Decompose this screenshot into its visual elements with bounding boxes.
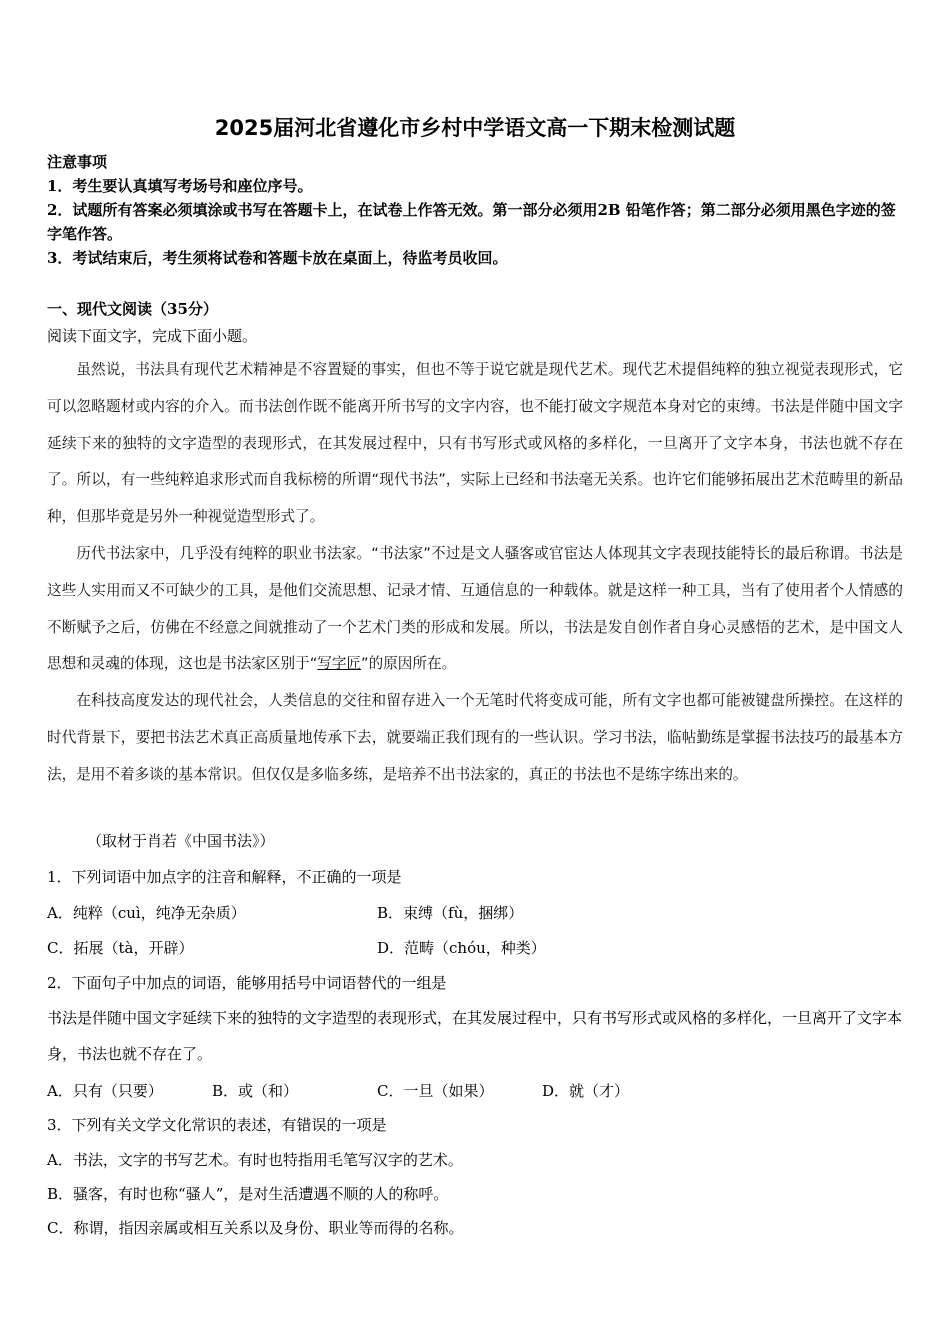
passage-paragraph: 在科技高度发达的现代社会，人类信息的交往和留存进入一个无笔时代将变成可能，所有文字也都可能被键盘所操控。在这样的时代背景下，要把书法艺术真正高质量地传承下去，就要端正我们现有的一些认识。学习书法，临帖勤练是掌握书法技巧的最基本方法，是用不着多谈的基本常识。但仅仅是多临多练，是培养不出书法家的，真正的书法也不是练字练出来的。 xyxy=(47,692,903,783)
question-1-stem: 1．下列词语中加点字的注音和解释，不正确的一项是 xyxy=(47,868,402,886)
page-title: 2025届河北省遵化市乡村中学语文高一下期末检测试题 xyxy=(214,116,736,140)
question-2-option-b: B．或（和） xyxy=(212,1082,299,1100)
passage-text: 历代书法家中，几乎没有纯粹的职业书法家。“书法家”不过是文人骚客或官宦达人体现其文字表现技能特长的最后称谓。书法是这些人实用而又不可缺少的工具，是他们交流思想、记录才情、互通信息的一种载体。就是这样一种工具，当有了使用者个人情感的不断赋予之后，仿佛在不经意之间就推动了一个艺术门类的形成和发展。所以，书法是发自创作者自身心灵感悟的艺术，是中国文人思想和灵魂的体现，这也是书法家区别于“ xyxy=(47,544,903,673)
notice-item: 1．考生要认真填写考场号和座位序号。 xyxy=(47,177,313,195)
question-1-option-d: D．范畴（chóu，种类） xyxy=(377,939,546,957)
question-2-sentence: 书法是伴随中国文字延续下来的独特的文字造型的表现形式，在其发展过程中，只有书写形式或风格的多样化，一旦离开了文字本身，书法也就不存在了。 xyxy=(47,1009,903,1063)
notice-item: 3．考试结束后，考生须将试卷和答题卡放在桌面上，待监考员收回。 xyxy=(47,249,508,267)
question-3-option-c: C．称谓，指因亲属或相互关系以及身份、职业等而得的名称。 xyxy=(47,1219,464,1237)
section-instruction: 阅读下面文字，完成下面小题。 xyxy=(47,327,258,345)
notice-heading: 注意事项 xyxy=(47,153,108,171)
question-1-option-a: A．纯粹（cuì，纯净无杂质） xyxy=(47,904,246,922)
question-2-option-d: D．就（才） xyxy=(542,1082,630,1100)
passage-text: ”的原因所在。 xyxy=(361,655,457,673)
question-3-option-a: A．书法，文字的书写艺术。有时也特指用毛笔写汉字的艺术。 xyxy=(47,1151,463,1169)
question-3-option-b: B．骚客，有时也称“骚人”，是对生活遭遇不顺的人的称呼。 xyxy=(47,1185,449,1203)
section-heading: 一、现代文阅读（35分） xyxy=(47,300,218,318)
question-1-option-b: B．束缚（fù，捆绑） xyxy=(377,904,524,922)
question-2-option-a: A．只有（只要） xyxy=(47,1082,163,1100)
underlined-term: 写字匠 xyxy=(317,655,362,673)
passage-source: （取材于肖若《中国书法》） xyxy=(87,832,275,850)
passage-paragraph: 虽然说，书法具有现代艺术精神是不容置疑的事实，但也不等于说它就是现代艺术。现代艺术提倡纯粹的独立视觉表现形式，它可以忽略题材或内容的介入。而书法创作既不能离开所书写的文字内容，也不能打破文字规范本身对它的束缚。书法是伴随中国文字延续下来的独特的文字造型的表现形式，在其发展过程中，只有书写形式或风格的多样化，一旦离开了文字本身，书法也就不存在了。所以，有一些纯粹追求形式而自我标榜的所谓“现代书法”，实际上已经和书法毫无关系。也许它们能够拓展出艺术范畴里的新品种，但那毕竟是另外一种视觉造型形式了。 xyxy=(47,361,903,526)
notice-item: 2．试题所有答案必须填涂或书写在答题卡上，在试卷上作答无效。第一部分必须用2B 铅笔作答；第二部分必须用黑色字迹的签字笔作答。 xyxy=(47,201,896,243)
question-2-option-c: C．一旦（如果） xyxy=(377,1082,494,1100)
question-2-stem: 2．下面句子中加点的词语，能够用括号中词语替代的一组是 xyxy=(47,974,447,992)
notice-block xyxy=(47,150,903,270)
reading-passage xyxy=(47,352,903,794)
passage-paragraph xyxy=(47,536,903,683)
question-1-option-c: C．拓展（tà，开辟） xyxy=(47,939,194,957)
question-3-stem: 3．下列有关文学文化常识的表述，有错误的一项是 xyxy=(47,1116,387,1134)
